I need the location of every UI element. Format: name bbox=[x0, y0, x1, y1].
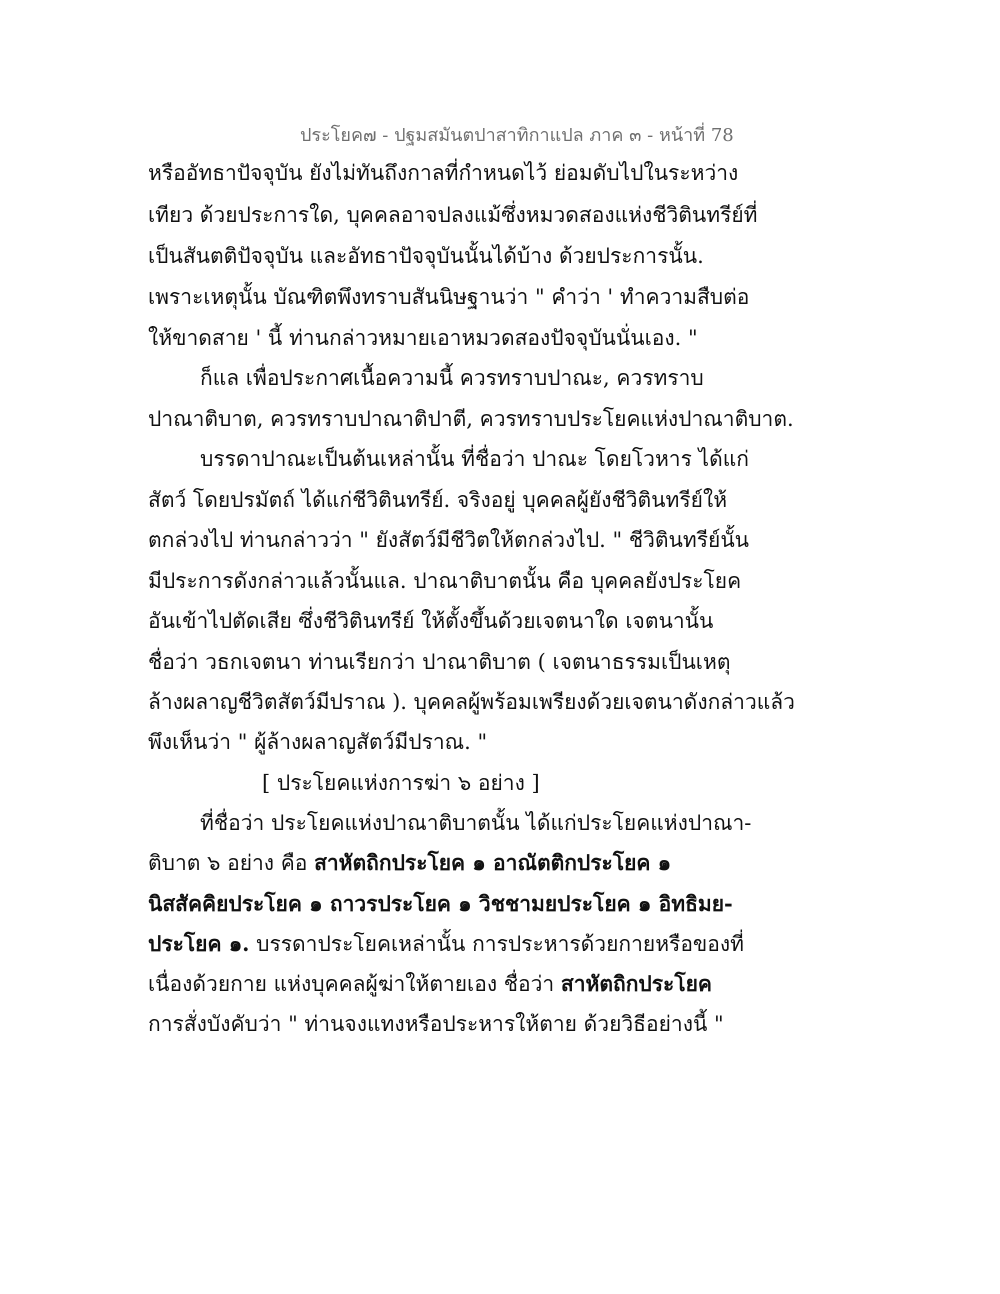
text-line-10: ตกล่วงไป ท่านกล่าวว่า " ยังสัตว์มีชีวิตให้ตกล่วงไป. " ชีวิตินทรีย์นั้น bbox=[148, 528, 750, 552]
text-line-11: มีประการดังกล่าวแล้วนั้นแล. ปาณาติบาตนั้น คือ บุคคลยังประโยค bbox=[148, 569, 742, 593]
text-line-16: ที่ชื่อว่า ประโยคแห่งปาณาติบาตนั้น ได้แก่ประโยคแห่งปาณา- bbox=[200, 811, 752, 835]
text-line-17-bold: สาหัตถิกประโยค ๑ อาณัตติกประโยค ๑ bbox=[314, 850, 672, 875]
text-line-4: เพราะเหตุนั้น บัณฑิตพึงทราบสันนิษฐานว่า " คำว่า ' ทำความสืบต่อ bbox=[148, 285, 750, 309]
text-line-17 bbox=[148, 848, 848, 878]
text-line-15: พึงเห็นว่า " ผู้ล้างผลาญสัตว์มีปราณ. " bbox=[148, 730, 488, 754]
text-line-9: สัตว์ โดยปรมัตถ์ ได้แก่ชีวิตินทรีย์. จริงอยู่ บุคคลผู้ยังชีวิตินทรีย์ให้ bbox=[148, 488, 728, 512]
text-line-2: เทียว ด้วยประการใด, บุคคลอาจปลงแม้ซึ่งหมวดสองแห่งชีวิตินทรีย์ที่ bbox=[148, 203, 758, 227]
text-line-14: ล้างผลาญชีวิตสัตว์มีปราณ ). บุคคลผู้พร้อมเพรียงด้วยเจตนาดังกล่าวแล้ว bbox=[148, 690, 795, 714]
text-line-21: การสั่งบังคับว่า " ท่านจงแทงหรือประหารให้ตาย ด้วยวิธีอย่างนี้ " bbox=[148, 1012, 724, 1036]
text-line-20-lead: เนื่องด้วยกาย แห่งบุคคลผู้ฆ่าให้ตายเอง ชื่อว่า bbox=[148, 972, 561, 996]
text-line-1: หรืออัทธาปัจจุบัน ยังไม่ทันถึงกาลที่กำหนดไว้ ย่อมดับไปในระหว่าง bbox=[148, 161, 739, 185]
text-line-5: ให้ขาดสาย ' นี้ ท่านกล่าวหมายเอาหมวดสองปัจจุบันนั่นเอง. " bbox=[148, 326, 698, 350]
text-line-19 bbox=[148, 929, 848, 959]
text-line-3: เป็นสันตติปัจจุบัน และอัทธาปัจจุบันนั้นได้บ้าง ด้วยประการนั้น. bbox=[148, 244, 704, 268]
text-line-20 bbox=[148, 969, 848, 999]
text-line-12: อันเข้าไปตัดเสีย ซึ่งชีวิตินทรีย์ ให้ตั้งขึ้นด้วยเจตนาใด เจตนานั้น bbox=[148, 609, 714, 633]
page-header: ประโยค๗ - ปฐมสมันตปาสาทิกาแปล ภาค ๓ - หน้าที่ 78 bbox=[300, 125, 734, 146]
text-line-18: นิสสัคคิยประโยค ๑ ถาวรประโยค ๑ วิชชามยประโยค ๑ อิทธิมย- bbox=[148, 891, 733, 916]
text-line-8: บรรดาปาณะเป็นต้นเหล่านั้น ที่ชื่อว่า ปาณะ โดยโวหาร ได้แก่ bbox=[200, 447, 749, 471]
text-line-6: ก็แล เพื่อประกาศเนื้อความนี้ ควรทราบปาณะ, ควรทราบ bbox=[200, 366, 704, 390]
text-line-20-bold: สาหัตถิกประโยค bbox=[560, 971, 712, 996]
text-line-19-rest: บรรดาประโยคเหล่านั้น การประหารด้วยกายหรือของที่ bbox=[249, 932, 744, 956]
text-line-13: ชื่อว่า วธกเจตนา ท่านเรียกว่า ปาณาติบาต ( เจตนาธรรมเป็นเหตุ bbox=[148, 650, 731, 674]
section-heading: [ ประโยคแห่งการฆ่า ๖ อย่าง ] bbox=[262, 771, 540, 795]
text-line-19-bold: ประโยค ๑. bbox=[148, 931, 250, 956]
text-line-17-lead: ติบาต ๖ อย่าง คือ bbox=[148, 851, 315, 875]
text-line-7: ปาณาติบาต, ควรทราบปาณาติปาตี, ควรทราบประโยคแห่งปาณาติบาต. bbox=[148, 407, 794, 431]
